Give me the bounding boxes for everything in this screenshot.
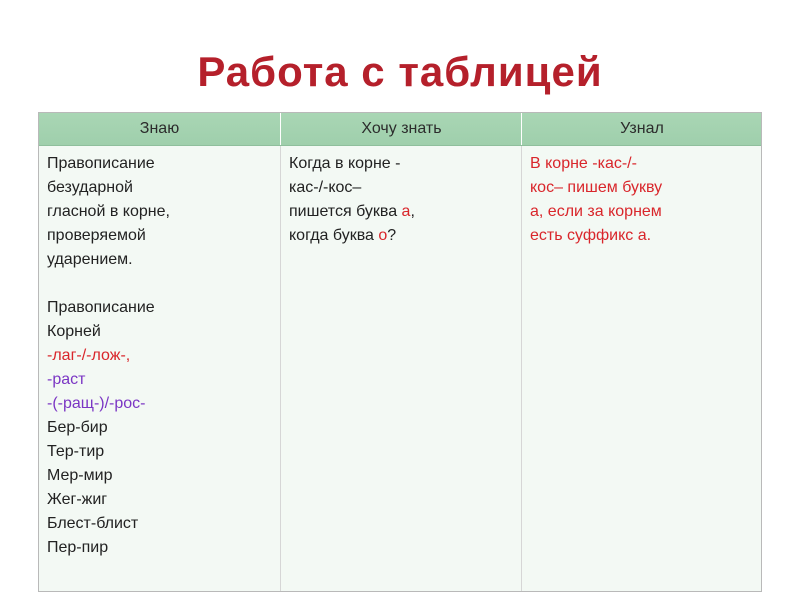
table-header-row bbox=[39, 113, 761, 146]
cell-know bbox=[39, 146, 280, 591]
question-text: пишется буква bbox=[289, 203, 402, 220]
root-rashch-ros: -(-ращ-)/-рос- bbox=[47, 395, 146, 412]
knowledge-table bbox=[38, 112, 762, 592]
learned-line: а, если за корнем bbox=[530, 203, 662, 220]
root-rast: -раст bbox=[47, 371, 86, 388]
root-pair: Бер-бир bbox=[47, 419, 108, 436]
header-learned: Узнал bbox=[521, 113, 762, 145]
spacer bbox=[47, 272, 272, 296]
page-title: Работа с таблицей bbox=[197, 48, 603, 95]
question-punct: ? bbox=[387, 227, 397, 244]
question-line: кас-/-кос– bbox=[289, 179, 362, 196]
question-line: Когда в корне - bbox=[289, 155, 401, 172]
know-line: проверяемой bbox=[47, 227, 146, 244]
question-line bbox=[289, 200, 513, 224]
know-line: безударной bbox=[47, 179, 133, 196]
letter-a: а bbox=[401, 203, 411, 220]
header-know: Знаю bbox=[139, 120, 180, 137]
cell-learned bbox=[521, 146, 761, 591]
know-line: ударением. bbox=[47, 251, 133, 268]
learned-line: В корне -кас-/- bbox=[530, 155, 637, 172]
letter-o: о bbox=[378, 227, 388, 244]
know-line: Правописание bbox=[47, 155, 155, 172]
root-pair: Мер-мир bbox=[47, 467, 113, 484]
root-lag-lozh: -лаг-/-лож-, bbox=[47, 347, 131, 364]
know-line: гласной в корне, bbox=[47, 203, 170, 220]
know-line: Корней bbox=[47, 323, 101, 340]
learned-line: есть суффикс а. bbox=[530, 227, 652, 244]
question-line bbox=[289, 224, 513, 248]
root-pair: Пер-пир bbox=[47, 539, 109, 556]
know-line: Правописание bbox=[47, 299, 155, 316]
header-want-to-know: Хочу знать bbox=[280, 113, 522, 145]
question-punct: , bbox=[410, 203, 415, 220]
cell-want-to-know bbox=[280, 146, 521, 591]
root-pair: Жег-жиг bbox=[47, 491, 108, 508]
table-body-row bbox=[39, 146, 761, 591]
root-pair: Тер-тир bbox=[47, 443, 105, 460]
root-pair: Блест-блист bbox=[47, 515, 139, 532]
learned-line: кос– пишем букву bbox=[530, 179, 663, 196]
question-text: когда буква bbox=[289, 227, 379, 244]
